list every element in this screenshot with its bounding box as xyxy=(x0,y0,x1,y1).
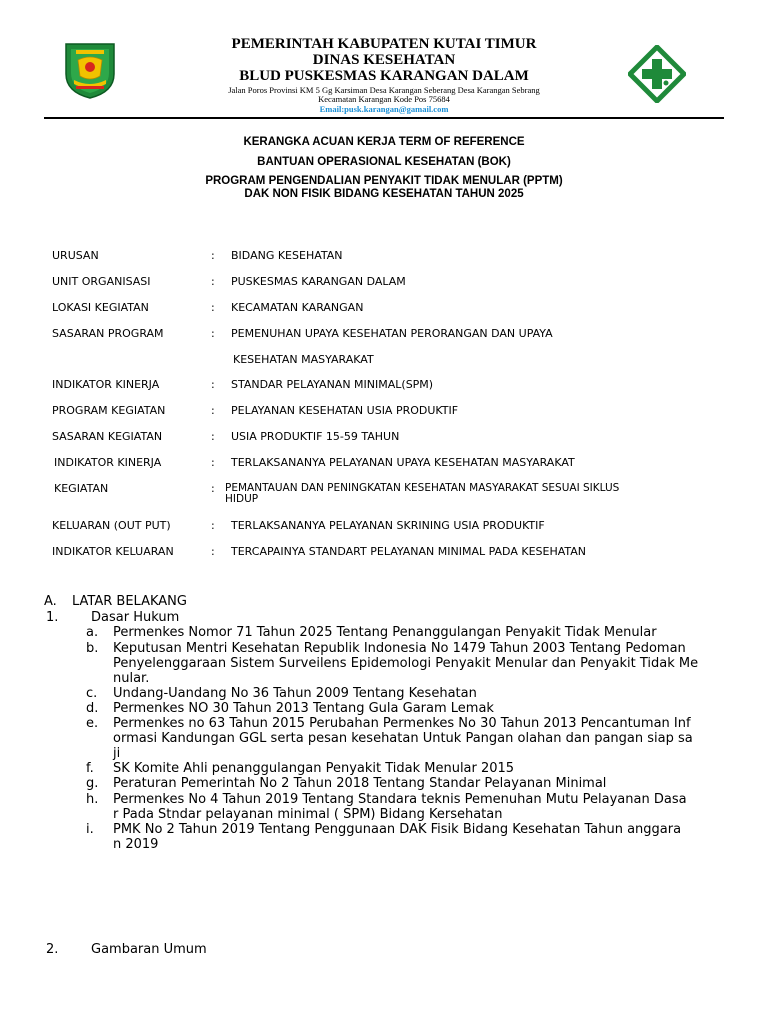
info-value: TERLAKSANANYA PELAYANAN UPAYA KESEHATAN MASYARAKAT xyxy=(231,456,575,469)
info-label: KELUARAN (OUT PUT) xyxy=(52,519,171,532)
info-label: LOKASI KEGIATAN xyxy=(52,301,149,314)
letterhead-address-line2: Kecamatan Karangan Kode Pos 75684 xyxy=(318,94,450,104)
letterhead-divider xyxy=(44,117,724,119)
list-item-letter: g. xyxy=(86,776,99,791)
info-separator: : xyxy=(211,378,215,391)
info-separator: : xyxy=(211,404,215,417)
subsection-2-number: 2. xyxy=(46,942,59,957)
list-item-continued: Penyelenggaraan Sistem Surveilens Epidemologi Penyakit Menular dan Penyakit Tidak Me xyxy=(113,656,699,671)
doc-title-line1: KERANGKA ACUAN KERJA TERM OF REFERENCE xyxy=(243,136,525,148)
list-item-continued: nular. xyxy=(113,671,150,686)
info-separator: : xyxy=(211,545,215,558)
doc-title-line3: PROGRAM PENGENDALIAN PENYAKIT TIDAK MENULAR (PPTM) xyxy=(205,175,563,187)
letterhead-address-line1: Jalan Poros Provinsi KM 5 Gg Karsiman Desa Karangan Seberang Desa Karangan Sebrang xyxy=(228,85,540,95)
info-label: INDIKATOR KELUARAN xyxy=(52,545,174,558)
letterhead-government: PEMERINTAH KABUPATEN KUTAI TIMUR xyxy=(231,36,537,52)
subsection-1-title: Dasar Hukum xyxy=(91,610,180,625)
info-value: STANDAR PELAYANAN MINIMAL(SPM) xyxy=(231,378,434,391)
doc-title-line4: DAK NON FISIK BIDANG KESEHATAN TAHUN 2025 xyxy=(244,188,524,200)
info-label: INDIKATOR KINERJA xyxy=(52,378,160,391)
list-item-letter: e. xyxy=(86,716,99,731)
letterhead-department: DINAS KESEHATAN xyxy=(312,52,456,68)
subsection-2-title: Gambaran Umum xyxy=(91,942,207,957)
info-separator: : xyxy=(211,519,215,532)
info-label: SASARAN PROGRAM xyxy=(52,327,164,340)
list-item-letter: i. xyxy=(86,822,94,837)
info-label: UNIT ORGANISASI xyxy=(52,275,151,288)
info-value: PEMANTAUAN DAN PENINGKATAN KESEHATAN MASYARAKAT SESUAI SIKLUS xyxy=(225,482,620,494)
list-item-continued: ji xyxy=(113,746,121,761)
list-item-letter: a. xyxy=(86,625,99,640)
list-item: SK Komite Ahli penanggulangan Penyakit Tidak Menular 2015 xyxy=(113,761,515,776)
info-value-continued: HIDUP xyxy=(225,493,259,505)
info-value: TERCAPAINYA STANDART PELAYANAN MINIMAL PADA KESEHATAN xyxy=(231,545,587,558)
info-separator: : xyxy=(211,249,215,262)
info-separator: : xyxy=(211,275,215,288)
list-item-continued: ormasi Kandungan GGL serta pesan kesehatan Untuk Pangan olahan dan pangan siap sa xyxy=(113,731,693,746)
letterhead-email-link[interactable]: Email:pusk.karangan@gamail.com xyxy=(319,104,449,114)
list-item: PMK No 2 Tahun 2019 Tentang Penggunaan DAK Fisik Bidang Kesehatan Tahun anggara xyxy=(113,822,682,837)
info-value: PELAYANAN KESEHATAN USIA PRODUKTIF xyxy=(231,404,459,417)
info-separator: : xyxy=(211,301,215,314)
list-item: Undang-Uandang No 36 Tahun 2009 Tentang Kesehatan xyxy=(113,686,477,701)
info-value: PUSKESMAS KARANGAN DALAM xyxy=(231,275,406,288)
info-value: KECAMATAN KARANGAN xyxy=(231,301,364,314)
section-a-marker: A. xyxy=(44,594,57,609)
info-label: URUSAN xyxy=(52,249,99,262)
list-item-continued: r Pada Stndar pelayanan minimal ( SPM) Bidang Kersehatan xyxy=(113,807,503,822)
list-item-letter: b. xyxy=(86,641,99,656)
list-item: Peraturan Pemerintah No 2 Tahun 2018 Tentang Standar Pelayanan Minimal xyxy=(113,776,607,791)
info-label: SASARAN KEGIATAN xyxy=(52,430,163,443)
info-value: TERLAKSANANYA PELAYANAN SKRINING USIA PRODUKTIF xyxy=(231,519,545,532)
list-item-continued: n 2019 xyxy=(113,837,159,852)
list-item-letter: h. xyxy=(86,792,99,807)
info-label: KEGIATAN xyxy=(54,482,109,495)
subsection-1-number: 1. xyxy=(46,610,59,625)
list-item-letter: f. xyxy=(86,761,94,776)
info-separator: : xyxy=(211,327,215,340)
info-label: PROGRAM KEGIATAN xyxy=(52,404,166,417)
info-value-continued: KESEHATAN MASYARAKAT xyxy=(233,353,374,366)
info-separator: : xyxy=(211,456,215,469)
info-separator: : xyxy=(211,482,215,495)
list-item: Permenkes no 63 Tahun 2015 Perubahan Permenkes No 30 Tahun 2013 Pencantuman Inf xyxy=(113,716,691,731)
info-label: INDIKATOR KINERJA xyxy=(54,456,162,469)
info-value: BIDANG KESEHATAN xyxy=(231,249,343,262)
list-item: Keputusan Mentri Kesehatan Republik Indonesia No 1479 Tahun 2003 Tentang Pedoman xyxy=(113,641,686,656)
doc-title-line2: BANTUAN OPERASIONAL KESEHATAN (BOK) xyxy=(257,156,511,168)
section-a-heading: LATAR BELAKANG xyxy=(72,594,187,609)
info-separator: : xyxy=(211,430,215,443)
info-value: USIA PRODUKTIF 15-59 TAHUN xyxy=(231,430,400,443)
puskesmas-cross-logo xyxy=(628,45,686,103)
list-item: Permenkes Nomor 71 Tahun 2025 Tentang Penanggulangan Penyakit Tidak Menular xyxy=(113,625,657,640)
letterhead-institution: BLUD PUSKESMAS KARANGAN DALAM xyxy=(239,68,529,84)
list-item: Permenkes No 4 Tahun 2019 Tentang Standara teknis Pemenuhan Mutu Pelayanan Dasa xyxy=(113,792,687,807)
list-item-letter: d. xyxy=(86,701,99,716)
info-value: PEMENUHAN UPAYA KESEHATAN PERORANGAN DAN UPAYA xyxy=(231,327,553,340)
list-item: Permenkes NO 30 Tahun 2013 Tentang Gula Garam Lemak xyxy=(113,701,494,716)
list-item-letter: c. xyxy=(86,686,98,701)
